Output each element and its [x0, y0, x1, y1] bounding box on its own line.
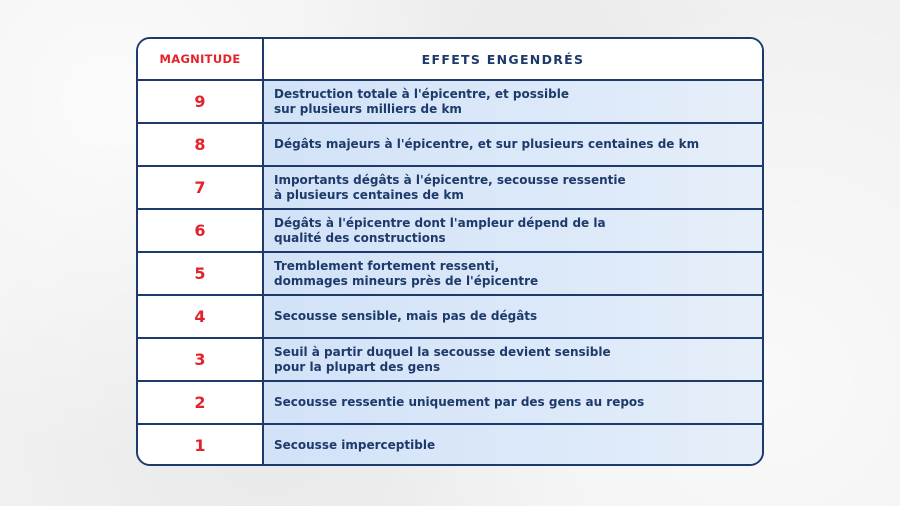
magnitude-value: 1 [138, 425, 264, 465]
table-row [138, 124, 762, 167]
magnitude-value: 3 [138, 339, 264, 380]
effect-cell [264, 339, 762, 380]
effect-cell [264, 81, 762, 122]
table-row [138, 167, 762, 210]
effect-description: Dégâts majeurs à l'épicentre, et sur plusieurs centaines de km [274, 137, 700, 151]
effect-description: Secousse sensible, mais pas de dégâts [274, 309, 538, 323]
magnitude-value: 7 [138, 167, 264, 208]
table-header-row [138, 39, 762, 81]
effect-description: Secousse imperceptible [274, 437, 436, 452]
magnitude-value: 9 [138, 81, 264, 122]
effect-cell [264, 124, 762, 165]
effect-description: Tremblement fortement ressenti, dommages mineurs près de l'épicentre [274, 258, 539, 288]
effect-description: Dégâts à l'épicentre dont l'ampleur dépend de la qualité des constructions [274, 215, 606, 245]
table-row [138, 382, 762, 425]
effect-cell [264, 210, 762, 251]
table-row [138, 296, 762, 339]
effects-column-header: EFFETS ENGENDRÉS [264, 39, 762, 79]
table-row [138, 81, 762, 124]
effect-cell [264, 382, 762, 423]
effect-description: Destruction totale à l'épicentre, et possible sur plusieurs milliers de km [274, 86, 569, 116]
magnitude-value: 6 [138, 210, 264, 251]
effect-cell [264, 425, 762, 465]
effect-description: Importants dégâts à l'épicentre, secousse ressentie à plusieurs centaines de km [274, 172, 626, 202]
magnitude-value: 4 [138, 296, 264, 337]
effect-description: Secousse ressentie uniquement par des gens au repos [274, 395, 645, 409]
magnitude-column-header: MAGNITUDE [138, 39, 264, 79]
table-row [138, 253, 762, 296]
effect-cell [264, 253, 762, 294]
magnitude-value: 8 [138, 124, 264, 165]
effect-cell [264, 296, 762, 337]
magnitude-effects-table [136, 37, 764, 466]
magnitude-value: 5 [138, 253, 264, 294]
effect-description: Seuil à partir duquel la secousse devient sensible pour la plupart des gens [274, 344, 611, 374]
magnitude-value: 2 [138, 382, 264, 423]
table-row [138, 210, 762, 253]
table-row [138, 425, 762, 465]
table-row [138, 339, 762, 382]
effect-cell [264, 167, 762, 208]
